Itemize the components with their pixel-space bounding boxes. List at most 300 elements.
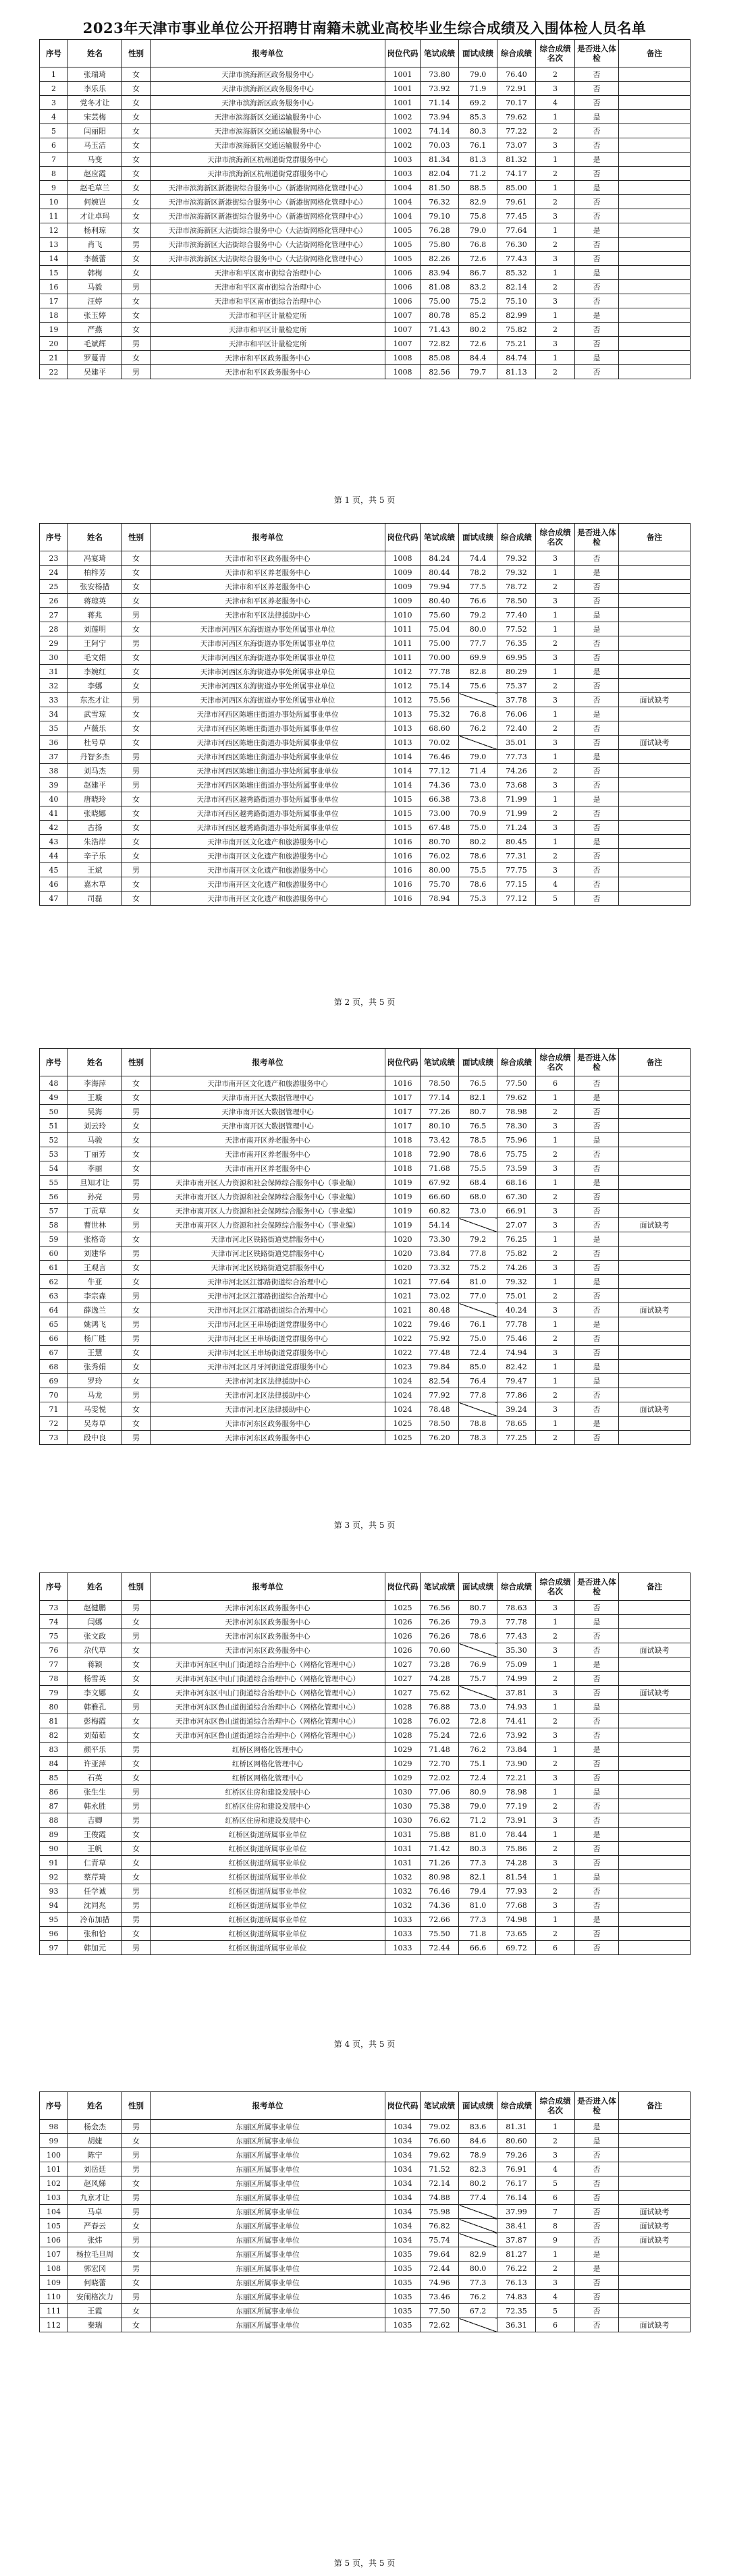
cell-rank: 3 [536,736,575,750]
cell-written-score: 67.92 [421,1176,459,1190]
cell-rank: 6 [536,2318,575,2332]
cell-total-score: 77.86 [497,1388,536,1402]
cell-remark [619,1261,691,1275]
cell-rank: 4 [536,96,575,110]
cell-unit: 红桥区街道所属事业单位 [151,1898,385,1913]
cell-index: 1 [40,67,68,82]
cell-name: 杨广胜 [68,1332,122,1346]
cell-remark [619,1161,691,1176]
table-row [40,1076,691,1091]
cell-remark [619,138,691,153]
cell-name: 旦知才让 [68,1176,122,1190]
cell-unit: 天津市和平区计量检定所 [151,323,385,337]
cell-interview-score: 79.0 [459,1799,497,1813]
cell-written-score: 70.60 [421,1643,459,1657]
cell-exam-status: 是 [575,1743,619,1757]
cell-interview-score: 82.8 [459,665,497,679]
cell-name: 刘茹茹 [68,1728,122,1743]
cell-name: 韩加元 [68,1941,122,1955]
cell-gender: 男 [122,2290,151,2304]
table-row [40,1615,691,1629]
cell-post-code: 1034 [385,2219,421,2233]
cell-unit: 东丽区所属事业单位 [151,2205,385,2219]
cell-rank: 3 [536,1856,575,1870]
cell-post-code: 1027 [385,1657,421,1672]
column-header: 岗位代码 [385,40,421,67]
cell-exam-status: 是 [575,2247,619,2262]
cell-post-code: 1028 [385,1714,421,1728]
cell-rank: 2 [536,1332,575,1346]
table-row [40,821,691,835]
cell-name: 蒋颖 [68,1657,122,1672]
cell-rank: 2 [536,764,575,778]
column-header: 是否进入体检 [575,2092,619,2120]
cell-interview-score [459,2205,497,2219]
cell-name: 姚鸿飞 [68,1317,122,1332]
cell-total-score: 74.28 [497,1856,536,1870]
cell-gender: 女 [122,1360,151,1374]
cell-gender: 女 [122,323,151,337]
cell-written-score: 77.78 [421,665,459,679]
cell-rank: 6 [536,2191,575,2205]
cell-total-score: 77.45 [497,209,536,223]
cell-exam-status: 否 [575,580,619,594]
cell-interview-score: 80.2 [459,323,497,337]
cell-total-score: 75.96 [497,1133,536,1147]
table-row [40,1941,691,1955]
cell-interview-score: 77.8 [459,1388,497,1402]
cell-name: 蔡芹琦 [68,1870,122,1884]
cell-rank: 3 [536,252,575,266]
table-row [40,1232,691,1246]
cell-remark [619,2290,691,2304]
cell-unit: 天津市河东区中山门街道综合治理中心（网格化管理中心） [151,1657,385,1672]
cell-rank: 2 [536,849,575,863]
cell-exam-status: 是 [575,2134,619,2148]
cell-written-score: 74.36 [421,1898,459,1913]
cell-index: 16 [40,280,68,294]
cell-rank: 3 [536,821,575,835]
cell-post-code: 1015 [385,806,421,821]
cell-exam-status: 是 [575,2262,619,2276]
cell-index: 32 [40,679,68,693]
cell-exam-status: 否 [575,2191,619,2205]
cell-unit: 天津市河东区鲁山道街道综合治理中心（网格化管理中心） [151,1714,385,1728]
cell-gender: 女 [122,1771,151,1785]
cell-index: 93 [40,1884,68,1898]
column-header: 是否进入体检 [575,40,619,67]
cell-name: 何晓蕾 [68,2276,122,2290]
cell-unit: 天津市河西区陈塘庄街道办事处所属事业单位 [151,778,385,792]
cell-written-score: 79.84 [421,1360,459,1374]
column-header: 综合成绩 [497,1573,536,1601]
cell-index: 29 [40,636,68,651]
cell-post-code: 1022 [385,1346,421,1360]
cell-remark: 面试缺考 [619,1643,691,1657]
cell-index: 73 [40,1431,68,1445]
cell-total-score: 66.91 [497,1204,536,1218]
cell-gender: 女 [122,209,151,223]
cell-index: 75 [40,1629,68,1643]
cell-rank: 3 [536,1813,575,1828]
table-row [40,1133,691,1147]
cell-interview-score [459,736,497,750]
cell-post-code: 1032 [385,1884,421,1898]
cell-gender: 男 [122,1913,151,1927]
cell-name: 石英 [68,1771,122,1785]
cell-unit: 天津市河西区越秀路街道办事处所属事业单位 [151,821,385,835]
table-row [40,1332,691,1346]
cell-interview-score: 78.5 [459,1133,497,1147]
cell-unit: 天津市河北区铁路街道党群服务中心 [151,1261,385,1275]
cell-name: 马毅 [68,280,122,294]
table-row [40,1813,691,1828]
cell-written-score: 82.56 [421,365,459,379]
cell-remark [619,337,691,351]
cell-exam-status: 否 [575,2304,619,2318]
table-row [40,1161,691,1176]
cell-post-code: 1005 [385,252,421,266]
cell-remark [619,651,691,665]
cell-name: 赵毛草兰 [68,181,122,195]
cell-rank: 4 [536,877,575,892]
cell-post-code: 1016 [385,877,421,892]
cell-unit: 红桥区网格化管理中心 [151,1743,385,1757]
table-row [40,1714,691,1728]
cell-remark [619,594,691,608]
cell-unit: 天津市河西区东海街道办事处所属事业单位 [151,665,385,679]
cell-unit: 东丽区所属事业单位 [151,2290,385,2304]
cell-remark [619,223,691,238]
cell-unit: 天津市和平区政务服务中心 [151,365,385,379]
cell-unit: 东丽区所属事业单位 [151,2176,385,2191]
cell-remark [619,877,691,892]
cell-exam-status: 是 [575,2120,619,2134]
cell-name: 韩梅 [68,266,122,280]
cell-gender: 女 [122,2276,151,2290]
cell-written-score: 71.26 [421,1856,459,1870]
cell-name: 王帆 [68,1842,122,1856]
cell-written-score: 80.10 [421,1119,459,1133]
cell-exam-status: 否 [575,209,619,223]
cell-rank: 1 [536,1275,575,1289]
results-table [39,1572,691,1955]
cell-unit: 天津市河北区铁路街道党群服务中心 [151,1246,385,1261]
cell-gender: 女 [122,1643,151,1657]
cell-unit: 天津市南开区文化遗产和旅游服务中心 [151,835,385,849]
cell-written-score: 80.44 [421,566,459,580]
cell-post-code: 1034 [385,2162,421,2176]
cell-remark [619,1133,691,1147]
cell-remark [619,1629,691,1643]
cell-interview-score: 69.2 [459,96,497,110]
cell-interview-score: 67.2 [459,2304,497,2318]
cell-remark: 面试缺考 [619,2233,691,2247]
cell-written-score: 75.38 [421,1799,459,1813]
cell-interview-score: 80.7 [459,1105,497,1119]
cell-post-code: 1006 [385,280,421,294]
cell-exam-status: 是 [575,622,619,636]
cell-index: 71 [40,1402,68,1417]
cell-written-score: 73.80 [421,67,459,82]
cell-name: 韩雅孔 [68,1700,122,1714]
cell-total-score: 72.40 [497,721,536,736]
table-row [40,1799,691,1813]
cell-index: 106 [40,2233,68,2247]
cell-written-score: 73.94 [421,110,459,124]
cell-unit: 红桥区街道所属事业单位 [151,1856,385,1870]
table-row [40,1856,691,1870]
cell-total-score: 82.14 [497,280,536,294]
cell-written-score: 72.44 [421,1941,459,1955]
cell-remark [619,1743,691,1757]
cell-written-score: 77.26 [421,1105,459,1119]
cell-name: 李宗森 [68,1289,122,1303]
cell-index: 25 [40,580,68,594]
cell-written-score: 84.24 [421,551,459,566]
cell-exam-status: 否 [575,365,619,379]
cell-written-score: 72.14 [421,2176,459,2191]
cell-interview-score: 76.1 [459,1317,497,1332]
cell-remark [619,1232,691,1246]
cell-exam-status: 否 [575,1686,619,1700]
cell-exam-status: 否 [575,1289,619,1303]
cell-name: 彭梅霞 [68,1714,122,1728]
column-header: 备注 [619,40,691,67]
cell-exam-status: 否 [575,2205,619,2219]
cell-gender: 女 [122,594,151,608]
cell-written-score: 75.14 [421,679,459,693]
cell-post-code: 1016 [385,835,421,849]
cell-exam-status: 否 [575,1218,619,1232]
cell-exam-status: 否 [575,679,619,693]
cell-rank: 2 [536,195,575,209]
page-footer: 第 5 页，共 5 页 [333,2558,396,2568]
cell-index: 79 [40,1686,68,1700]
cell-index: 42 [40,821,68,835]
cell-written-score: 76.02 [421,849,459,863]
cell-gender: 女 [122,877,151,892]
cell-exam-status: 否 [575,2176,619,2191]
cell-rank: 2 [536,1147,575,1161]
table-row [40,1771,691,1785]
cell-post-code: 1029 [385,1757,421,1771]
cell-total-score: 75.10 [497,294,536,308]
cell-interview-score: 76.4 [459,1374,497,1388]
cell-unit: 东丽区所属事业单位 [151,2148,385,2162]
table-row [40,792,691,806]
cell-exam-status: 否 [575,195,619,209]
cell-total-score: 76.14 [497,2191,536,2205]
cell-remark [619,707,691,721]
cell-post-code: 1015 [385,821,421,835]
cell-gender: 女 [122,294,151,308]
cell-rank: 2 [536,1927,575,1941]
cell-name: 刘岳廷 [68,2162,122,2176]
cell-interview-score: 80.7 [459,1601,497,1615]
column-header: 面试成绩 [459,524,497,551]
cell-unit: 天津市南开区文化遗产和旅游服务中心 [151,1076,385,1091]
cell-post-code: 1010 [385,608,421,622]
cell-index: 63 [40,1289,68,1303]
cell-interview-score: 75.6 [459,679,497,693]
cell-rank: 3 [536,82,575,96]
cell-name: 严春云 [68,2219,122,2233]
column-header: 姓名 [68,524,122,551]
cell-exam-status: 是 [575,566,619,580]
cell-index: 19 [40,323,68,337]
cell-index: 8 [40,167,68,181]
cell-total-score: 76.30 [497,238,536,252]
cell-rank: 1 [536,665,575,679]
cell-post-code: 1034 [385,2176,421,2191]
cell-interview-score: 81.0 [459,1828,497,1842]
cell-index: 65 [40,1317,68,1332]
cell-written-score: 80.40 [421,594,459,608]
cell-post-code: 1035 [385,2290,421,2304]
cell-rank: 3 [536,863,575,877]
column-header: 序号 [40,1573,68,1601]
cell-remark [619,365,691,379]
cell-gender: 男 [122,1105,151,1119]
cell-unit: 东丽区所属事业单位 [151,2191,385,2205]
table-row [40,636,691,651]
cell-rank: 2 [536,1884,575,1898]
cell-post-code: 1019 [385,1218,421,1232]
table-row [40,1119,691,1133]
cell-name: 李娜 [68,679,122,693]
cell-interview-score: 66.6 [459,1941,497,1955]
cell-total-score: 80.45 [497,835,536,849]
cell-rank: 2 [536,1672,575,1686]
cell-unit: 天津市南开区大数据管理中心 [151,1105,385,1119]
table-row [40,2191,691,2205]
cell-name: 李乐乐 [68,82,122,96]
cell-name: 牛亚 [68,1275,122,1289]
cell-total-score: 79.62 [497,110,536,124]
cell-interview-score: 84.6 [459,2134,497,2148]
cell-total-score: 72.91 [497,82,536,96]
cell-index: 41 [40,806,68,821]
cell-name: 吴寿草 [68,1417,122,1431]
cell-interview-score: 75.1 [459,1757,497,1771]
cell-index: 84 [40,1757,68,1771]
cell-unit: 天津市南开区文化遗产和旅游服务中心 [151,849,385,863]
cell-written-score: 80.00 [421,863,459,877]
cell-total-score: 37.78 [497,693,536,707]
cell-exam-status: 是 [575,1870,619,1884]
cell-rank: 1 [536,1657,575,1672]
cell-rank: 2 [536,1431,575,1445]
column-header: 备注 [619,524,691,551]
cell-post-code: 1002 [385,138,421,153]
cell-post-code: 1008 [385,365,421,379]
table-row [40,1360,691,1374]
cell-total-score: 73.68 [497,778,536,792]
cell-unit: 天津市滨海新区交通运输服务中心 [151,138,385,153]
table-row [40,2262,691,2276]
cell-post-code: 1034 [385,2191,421,2205]
cell-rank: 2 [536,1799,575,1813]
cell-post-code: 1016 [385,863,421,877]
cell-index: 47 [40,892,68,906]
table-row [40,209,691,223]
cell-exam-status: 是 [575,792,619,806]
cell-interview-score: 79.7 [459,365,497,379]
cell-written-score: 75.00 [421,294,459,308]
table-row [40,1388,691,1402]
table-header-row [40,1049,691,1076]
cell-written-score: 78.48 [421,1402,459,1417]
cell-remark [619,1346,691,1360]
table-row [40,580,691,594]
cell-name: 赵健鹏 [68,1601,122,1615]
cell-gender: 男 [122,365,151,379]
cell-post-code: 1022 [385,1317,421,1332]
cell-exam-status: 是 [575,1700,619,1714]
cell-remark: 面试缺考 [619,1686,691,1700]
cell-unit: 天津市南开区养老服务中心 [151,1133,385,1147]
cell-remark: 面试缺考 [619,2205,691,2219]
cell-index: 49 [40,1091,68,1105]
cell-gender: 女 [122,2176,151,2191]
cell-exam-status: 否 [575,551,619,566]
cell-post-code: 1006 [385,294,421,308]
cell-rank: 2 [536,1246,575,1261]
table-row [40,651,691,665]
cell-name: 才让卓玛 [68,209,122,223]
cell-interview-score: 74.4 [459,551,497,566]
cell-total-score: 81.27 [497,2247,536,2262]
cell-rank: 5 [536,2176,575,2191]
cell-index: 44 [40,849,68,863]
cell-post-code: 1002 [385,110,421,124]
table-row [40,1927,691,1941]
cell-interview-score: 71.4 [459,764,497,778]
cell-written-score: 72.44 [421,2262,459,2276]
cell-interview-score: 68.4 [459,1176,497,1190]
column-header: 笔试成绩 [421,1573,459,1601]
table-row [40,2304,691,2318]
table-row [40,679,691,693]
cell-exam-status: 否 [575,82,619,96]
cell-rank: 1 [536,1317,575,1332]
column-header: 综合成绩名次 [536,524,575,551]
cell-rank: 1 [536,1615,575,1629]
cell-unit: 天津市河北区王串场街道党群服务中心 [151,1332,385,1346]
column-header: 综合成绩 [497,40,536,67]
cell-remark [619,1672,691,1686]
column-header: 姓名 [68,1049,122,1076]
cell-index: 69 [40,1374,68,1388]
cell-interview-score: 82.1 [459,1870,497,1884]
cell-written-score: 79.02 [421,2120,459,2134]
cell-remark [619,1289,691,1303]
cell-remark [619,1870,691,1884]
cell-remark [619,2247,691,2262]
cell-rank: 1 [536,1417,575,1431]
cell-name: 丁丽芳 [68,1147,122,1161]
cell-post-code: 1003 [385,153,421,167]
cell-total-score: 69.72 [497,1941,536,1955]
page-footer: 第 3 页，共 5 页 [333,1520,396,1530]
cell-post-code: 1001 [385,82,421,96]
cell-written-score: 76.82 [421,2219,459,2233]
cell-gender: 女 [122,351,151,365]
table-row [40,849,691,863]
cell-index: 50 [40,1105,68,1119]
cell-index: 33 [40,693,68,707]
